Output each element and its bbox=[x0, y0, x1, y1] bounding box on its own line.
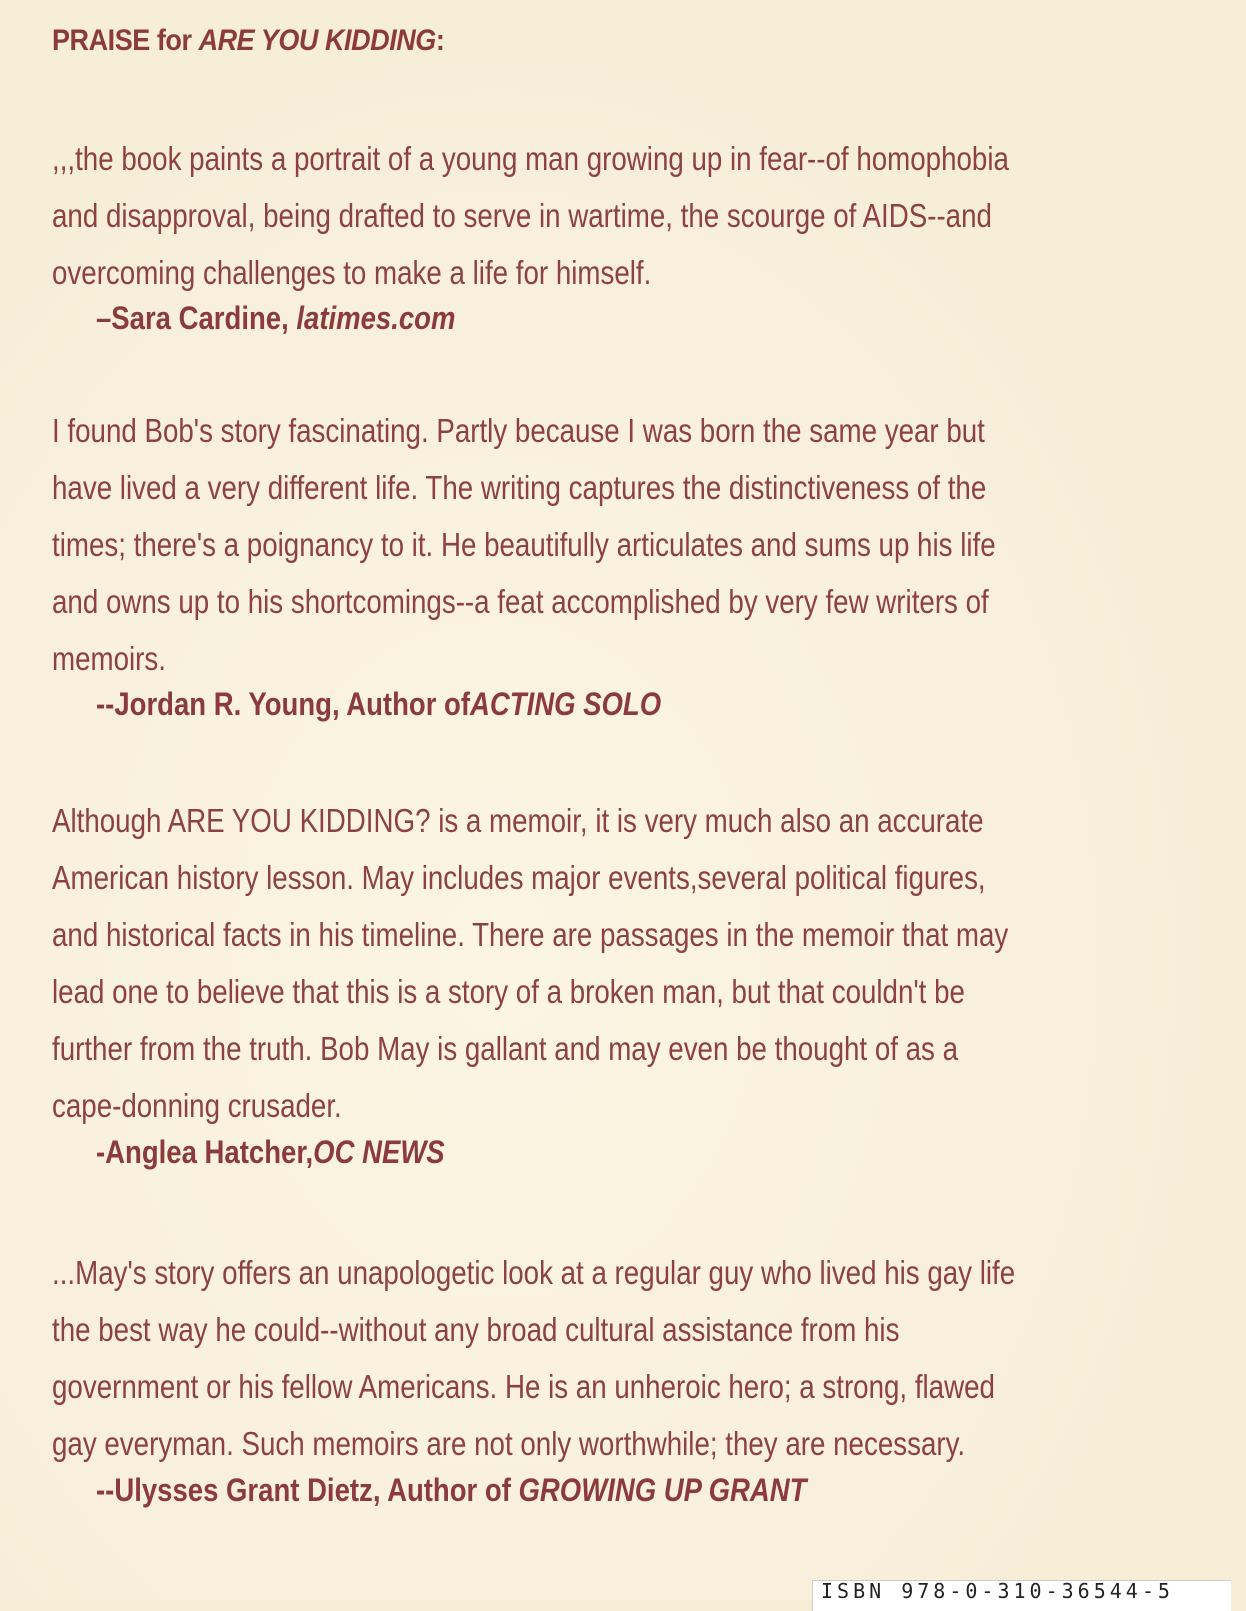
review-line: cape-donning crusader. bbox=[52, 1087, 342, 1124]
review-4-quote bbox=[52, 1244, 1127, 1472]
review-line: and historical facts in his timeline. There are passages in the memoir that may bbox=[52, 916, 1009, 953]
book-title: ARE YOU KIDDING bbox=[198, 24, 436, 57]
review-line: ,,,the book paints a portrait of a young man growing up in fear--of homophobia bbox=[52, 140, 1009, 177]
review-line: ...May's story offers an unapologetic look at a regular guy who lived his gay life bbox=[52, 1254, 1016, 1291]
review-line: I found Bob's story fascinating. Partly because I was born the same year but bbox=[52, 412, 985, 449]
review-line: times; there's a poignancy to it. He beautifully articulates and sums up his life bbox=[52, 526, 996, 563]
review-line: have lived a very different life. The writing captures the distinctiveness of the bbox=[52, 469, 987, 506]
review-4-attribution bbox=[96, 1472, 806, 1509]
review-line: further from the truth. Bob May is gallant and may even be thought of as a bbox=[52, 1030, 959, 1067]
attribution-source: GROWING UP GRANT bbox=[518, 1472, 807, 1508]
attribution-name: --Ulysses Grant Dietz, Author of bbox=[96, 1472, 519, 1508]
heading-prefix: PRAISE for bbox=[52, 24, 199, 57]
attribution-source: ACTING SOLO bbox=[470, 686, 662, 722]
attribution-name: --Jordan R. Young, Author of bbox=[96, 686, 471, 722]
attribution-source: latimes.com bbox=[296, 300, 456, 336]
review-line: Although ARE YOU KIDDING? is a memoir, it is very much also an accurate bbox=[52, 802, 984, 839]
attribution-name: -Anglea Hatcher, bbox=[96, 1134, 314, 1170]
review-1-attribution bbox=[96, 300, 455, 337]
review-1-quote bbox=[52, 130, 1127, 301]
attribution-name: –Sara Cardine, bbox=[96, 300, 297, 336]
review-line: overcoming challenges to make a life for himself. bbox=[52, 254, 652, 291]
review-line: lead one to believe that this is a story of a broken man, but that couldn't be bbox=[52, 973, 965, 1010]
attribution-source: OC NEWS bbox=[313, 1134, 445, 1170]
isbn-label: ISBN 978-0-310-36544-5 bbox=[812, 1580, 1231, 1611]
review-3-quote bbox=[52, 792, 1127, 1134]
review-3-attribution bbox=[96, 1134, 445, 1171]
review-line: and owns up to his shortcomings--a feat accomplished by very few writers of bbox=[52, 583, 989, 620]
review-line: and disapproval, being drafted to serve in wartime, the scourge of AIDS--and bbox=[52, 197, 992, 234]
review-2-quote bbox=[52, 402, 1127, 687]
review-line: government or his fellow Americans. He is an unheroic hero; a strong, flawed bbox=[52, 1368, 995, 1405]
review-line: American history lesson. May includes major events,several political figures, bbox=[52, 859, 986, 896]
review-2-attribution bbox=[96, 686, 661, 723]
praise-heading bbox=[52, 24, 444, 58]
review-line: gay everyman. Such memoirs are not only worthwhile; they are necessary. bbox=[52, 1425, 966, 1462]
heading-suffix: : bbox=[435, 24, 445, 57]
review-line: the best way he could--without any broad cultural assistance from his bbox=[52, 1311, 900, 1348]
review-line: memoirs. bbox=[52, 640, 166, 677]
